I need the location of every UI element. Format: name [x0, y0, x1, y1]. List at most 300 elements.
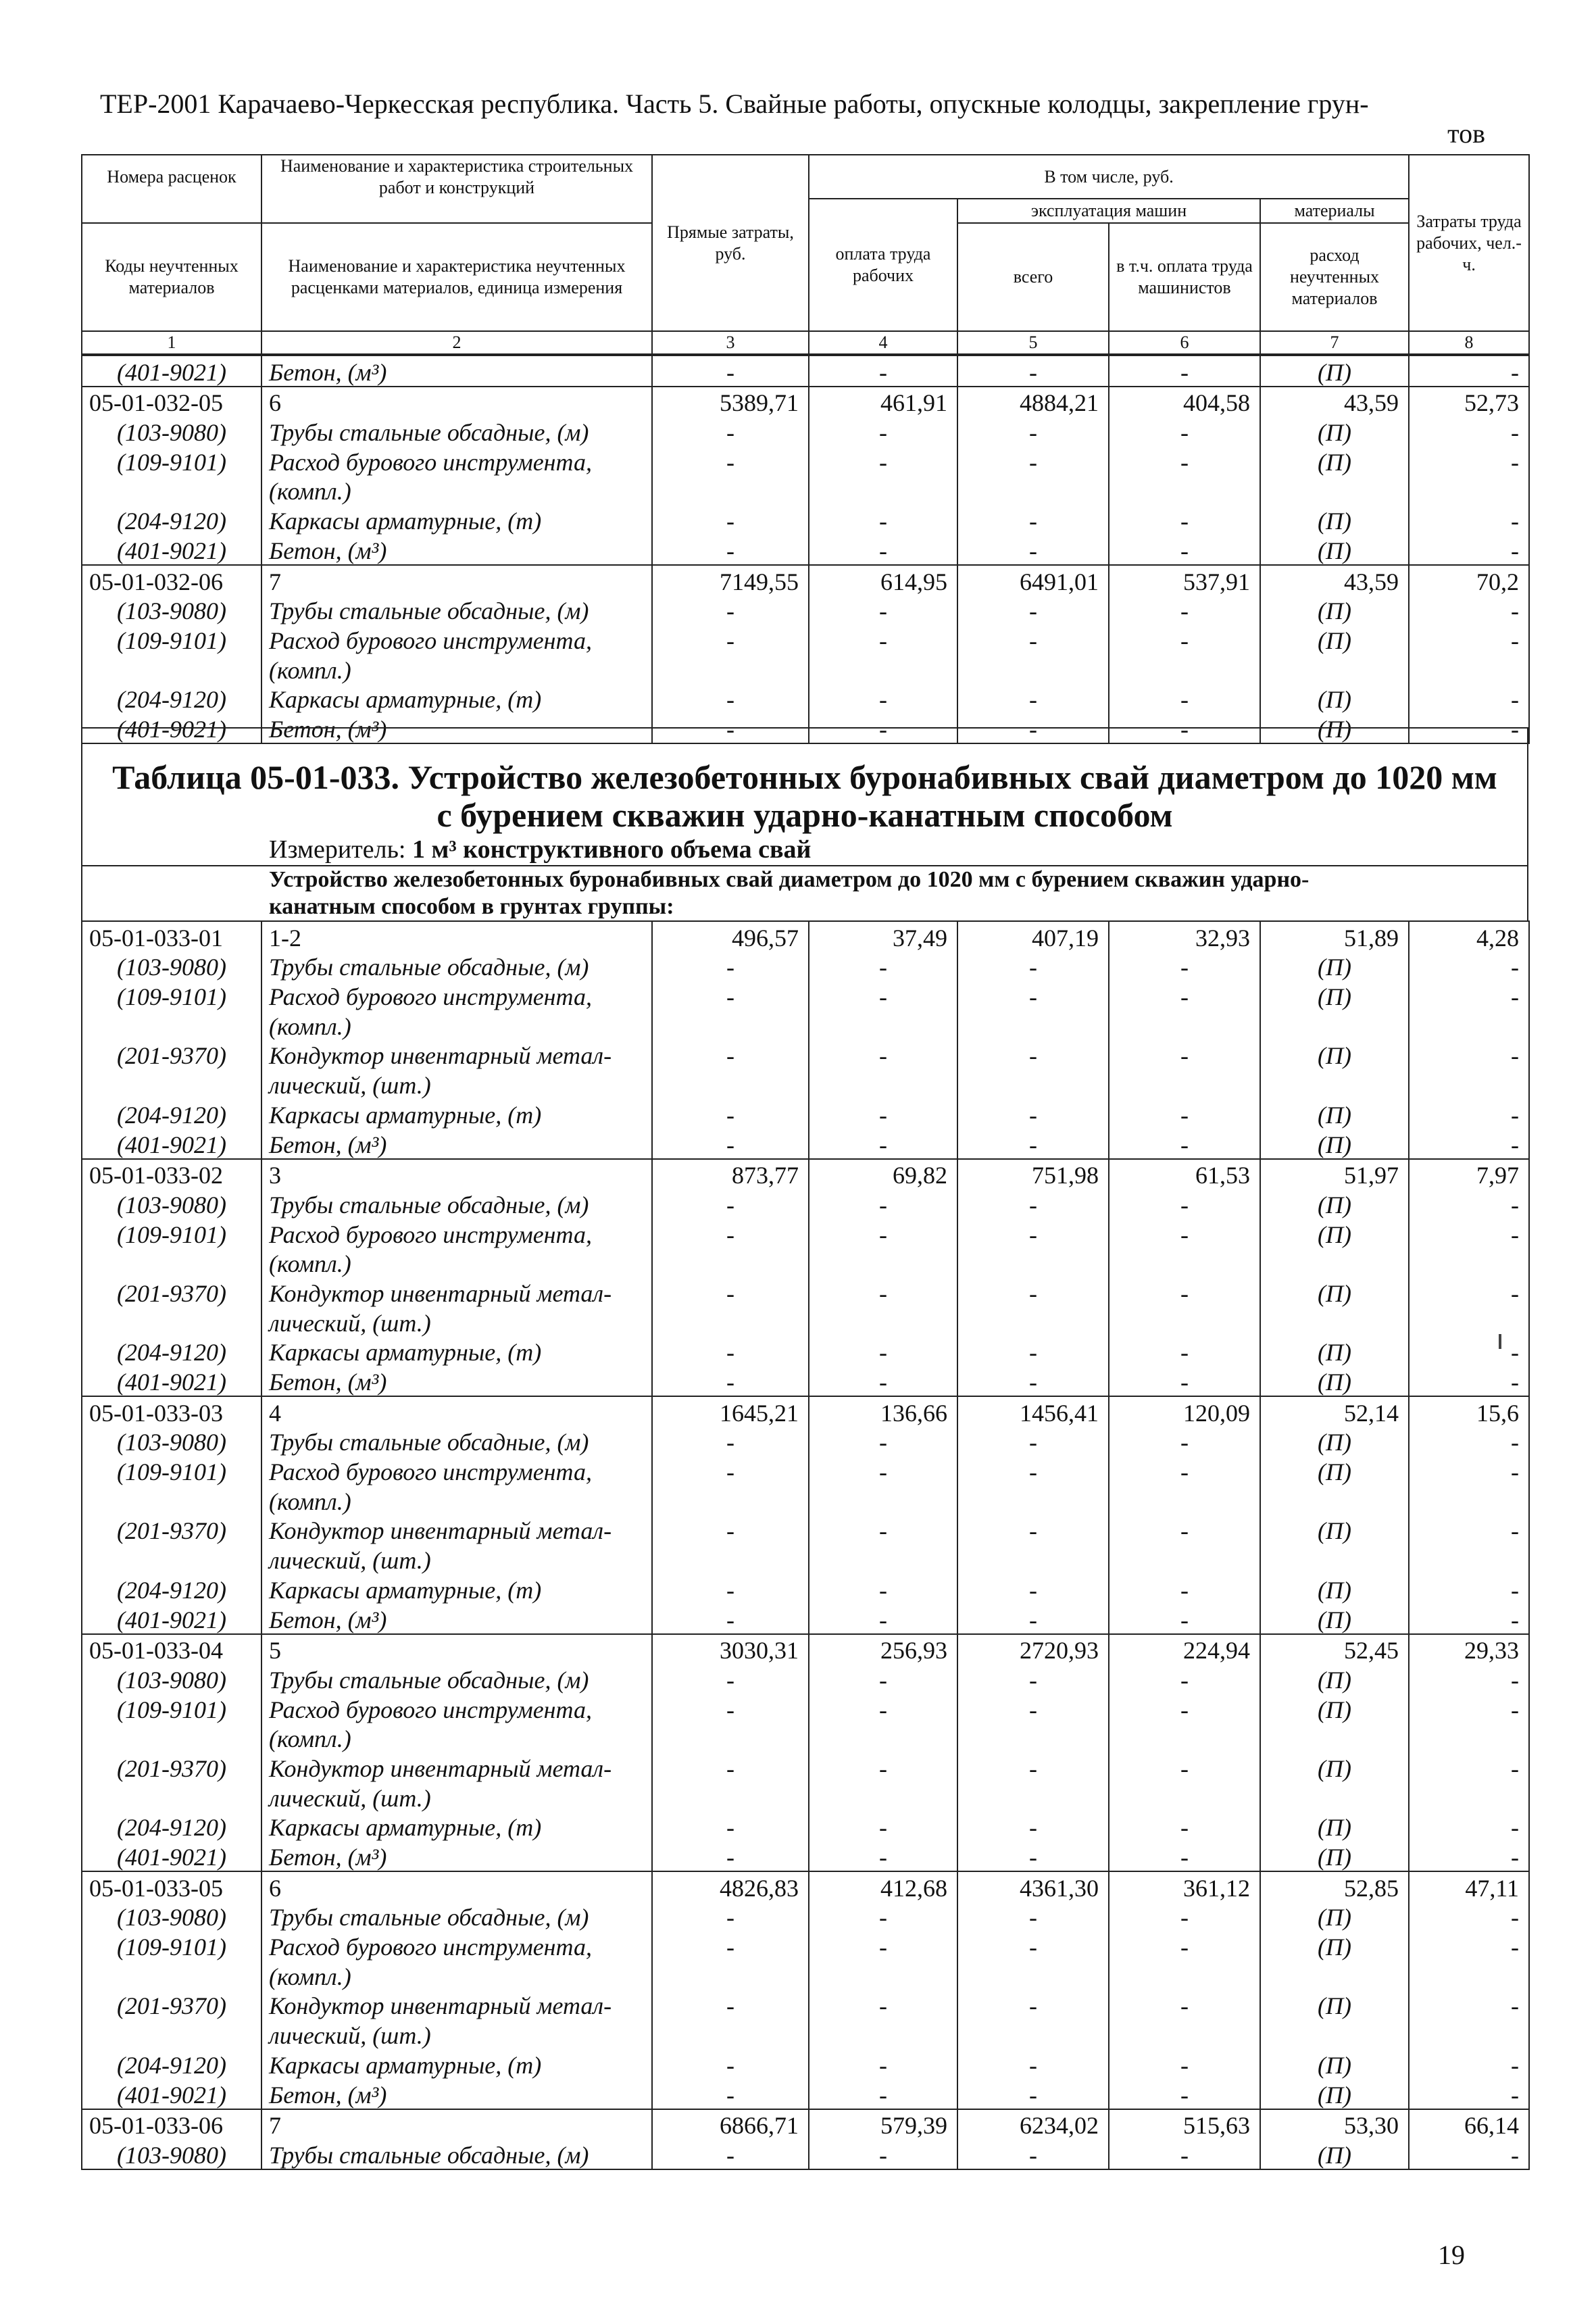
- material-row: [82, 446, 1529, 476]
- empty-cell: [1109, 1069, 1260, 1099]
- dash-cell: -: [1109, 1931, 1260, 1961]
- empty-cell: [1109, 476, 1260, 506]
- wages-value: 412,68: [809, 1871, 957, 1902]
- material-row-continuation: [82, 654, 1529, 684]
- column-rate-number-header: Номера расценок: [82, 155, 261, 199]
- column-materials-header: материалы: [1260, 199, 1409, 223]
- empty-cell: [1109, 1010, 1260, 1040]
- material-row: [82, 1664, 1529, 1694]
- material-placeholder: (П): [1260, 416, 1409, 446]
- empty-cell: [1260, 476, 1409, 506]
- materials-value: 51,89: [1260, 921, 1409, 952]
- dash-cell: -: [652, 2049, 809, 2079]
- empty-cell: [1409, 1961, 1529, 1990]
- dash-cell: -: [1409, 446, 1529, 476]
- material-code: (109-9101): [82, 624, 261, 654]
- empty-cell: [82, 1723, 261, 1753]
- material-placeholder: (П): [1260, 1812, 1409, 1842]
- dash-cell: -: [1409, 416, 1529, 446]
- material-placeholder: (П): [1260, 1129, 1409, 1159]
- empty-cell: [82, 1485, 261, 1515]
- dash-cell: -: [809, 446, 957, 476]
- rate-code: 05-01-032-05: [82, 387, 261, 417]
- material-code: (204-9120): [82, 1099, 261, 1129]
- dash-cell: -: [957, 535, 1109, 565]
- material-name-continuation: (компл.): [261, 1010, 652, 1040]
- material-row: [82, 1456, 1529, 1485]
- machines-total-value: 6234,02: [957, 2109, 1109, 2140]
- dash-cell: -: [1409, 1427, 1529, 1456]
- material-name: Бетон, (м³): [261, 1841, 652, 1871]
- dash-cell: -: [1409, 684, 1529, 714]
- material-name: Каркасы арматурные, (т): [261, 684, 652, 714]
- material-row-continuation: [82, 1723, 1529, 1753]
- dash-cell: -: [1409, 1604, 1529, 1634]
- empty-cell: [809, 476, 957, 506]
- rate-row: [82, 1159, 1529, 1189]
- material-name: Трубы стальные обсадные, (м): [261, 1664, 652, 1694]
- table-subtitle-line2: канатным способом в грунтах группы:: [269, 894, 674, 919]
- material-name: Трубы стальные обсадные, (м): [261, 1427, 652, 1456]
- material-placeholder: (П): [1260, 684, 1409, 714]
- material-name: Кондуктор инвентарный метал-: [261, 1277, 652, 1307]
- dash-cell: -: [1109, 1189, 1260, 1218]
- machinist-wages-value: 61,53: [1109, 1159, 1260, 1189]
- material-code: (401-9021): [82, 355, 261, 387]
- dash-cell: -: [957, 1931, 1109, 1961]
- direct-costs-value: 4826,83: [652, 1871, 809, 1902]
- dash-cell: -: [809, 1604, 957, 1634]
- labor-value: 52,73: [1409, 387, 1529, 417]
- dash-cell: -: [809, 1337, 957, 1367]
- dash-cell: -: [809, 1099, 957, 1129]
- machinist-wages-value: 32,93: [1109, 921, 1260, 952]
- dash-cell: -: [652, 1277, 809, 1307]
- dash-cell: -: [1109, 1129, 1260, 1159]
- dash-cell: -: [1409, 1752, 1529, 1782]
- measure-unit: [82, 834, 1527, 866]
- dash-cell: -: [1409, 355, 1529, 387]
- material-code: (103-9080): [82, 1664, 261, 1694]
- rate-row: [82, 921, 1529, 952]
- dash-cell: -: [652, 952, 809, 981]
- dash-cell: -: [652, 1931, 809, 1961]
- dash-cell: -: [809, 505, 957, 535]
- dash-cell: -: [1109, 446, 1260, 476]
- dash-cell: -: [809, 713, 957, 743]
- material-row: [82, 1812, 1529, 1842]
- material-row: [82, 1218, 1529, 1248]
- materials-value: 52,14: [1260, 1396, 1409, 1427]
- dash-cell: -: [809, 2139, 957, 2169]
- empty-cell: [652, 1485, 809, 1515]
- wages-value: 579,39: [809, 2109, 957, 2140]
- empty-cell: [82, 1010, 261, 1040]
- dash-cell: -: [1409, 1099, 1529, 1129]
- dash-cell: -: [957, 1099, 1109, 1129]
- dash-cell: -: [1409, 2049, 1529, 2079]
- material-name-continuation: лический, (шт.): [261, 1544, 652, 1574]
- dash-cell: -: [809, 1574, 957, 1604]
- dash-cell: -: [652, 2139, 809, 2169]
- dash-cell: -: [957, 1752, 1109, 1782]
- material-code: (109-9101): [82, 446, 261, 476]
- material-name: Каркасы арматурные, (т): [261, 1812, 652, 1842]
- dash-cell: -: [809, 1990, 957, 2020]
- dash-cell: -: [809, 1277, 957, 1307]
- dash-cell: -: [809, 535, 957, 565]
- materials-value: 53,30: [1260, 2109, 1409, 2140]
- machinist-wages-value: 224,94: [1109, 1634, 1260, 1665]
- empty-cell: [1409, 1485, 1529, 1515]
- dash-cell: -: [1109, 2049, 1260, 2079]
- dash-cell: -: [1109, 2139, 1260, 2169]
- dash-cell: -: [1109, 1604, 1260, 1634]
- material-name: Расход бурового инструмента,: [261, 1931, 652, 1961]
- material-name: Трубы стальные обсадные, (м): [261, 595, 652, 625]
- material-row: [82, 952, 1529, 981]
- empty-cell: [1260, 2019, 1409, 2049]
- material-placeholder: (П): [1260, 1218, 1409, 1248]
- empty-cell: [1409, 1782, 1529, 1812]
- dash-cell: -: [1409, 1277, 1529, 1307]
- material-placeholder: (П): [1260, 981, 1409, 1010]
- material-row: [82, 2079, 1529, 2109]
- empty-cell: [957, 1544, 1109, 1574]
- dash-cell: -: [652, 1218, 809, 1248]
- material-row: [82, 595, 1529, 625]
- material-name: Расход бурового инструмента,: [261, 1456, 652, 1485]
- labor-value: 66,14: [1409, 2109, 1529, 2140]
- material-name: Каркасы арматурные, (т): [261, 2049, 652, 2079]
- running-header-line2: тов: [1447, 118, 1485, 149]
- material-code: (109-9101): [82, 981, 261, 1010]
- empty-cell: [809, 654, 957, 684]
- empty-cell: [82, 1248, 261, 1278]
- column-materials-use-header: расход неучтенных материалов: [1260, 223, 1409, 331]
- empty-cell: [957, 1961, 1109, 1990]
- direct-costs-value: 6866,71: [652, 2109, 809, 2140]
- material-code: (204-9120): [82, 1574, 261, 1604]
- column-number-cell: 3: [652, 331, 809, 354]
- dash-cell: -: [1109, 1218, 1260, 1248]
- material-placeholder: (П): [1260, 1427, 1409, 1456]
- material-placeholder: (П): [1260, 713, 1409, 743]
- empty-cell: [652, 1961, 809, 1990]
- dash-cell: -: [957, 1040, 1109, 1070]
- material-name: Кондуктор инвентарный метал-: [261, 1752, 652, 1782]
- empty-cell: [652, 654, 809, 684]
- empty-cell: [1409, 1544, 1529, 1574]
- direct-costs-value: 1645,21: [652, 1396, 809, 1427]
- direct-costs-value: 496,57: [652, 921, 809, 952]
- dash-cell: -: [1409, 1456, 1529, 1485]
- column-machines-total-header: всего: [957, 223, 1109, 331]
- dash-cell: -: [1409, 1664, 1529, 1694]
- material-name-continuation: лический, (шт.): [261, 1307, 652, 1337]
- column-numbers-row: [82, 331, 1529, 354]
- labor-value: 70,2: [1409, 565, 1529, 595]
- dash-cell: -: [652, 1841, 809, 1871]
- dash-cell: -: [809, 1427, 957, 1456]
- dash-cell: -: [1109, 505, 1260, 535]
- dash-cell: -: [652, 416, 809, 446]
- material-code: (204-9120): [82, 684, 261, 714]
- dash-cell: -: [1409, 624, 1529, 654]
- dash-cell: -: [1409, 1902, 1529, 1931]
- material-placeholder: (П): [1260, 1931, 1409, 1961]
- machinist-wages-value: 404,58: [1109, 387, 1260, 417]
- empty-cell: [652, 1307, 809, 1337]
- dash-cell: -: [809, 952, 957, 981]
- material-placeholder: (П): [1260, 1902, 1409, 1931]
- empty-cell: [957, 1307, 1109, 1337]
- material-placeholder: (П): [1260, 2049, 1409, 2079]
- column-number-cell: 6: [1109, 331, 1260, 354]
- dash-cell: -: [652, 505, 809, 535]
- table-subtitle-line1: Устройство железобетонных буронабивных свай диаметром до 1020 мм с бурением скважин ударно-: [269, 867, 1310, 892]
- dash-cell: -: [1409, 1366, 1529, 1396]
- column-material-codes-header: Коды неучтенных материалов: [82, 223, 261, 331]
- rate-name: 1-2: [261, 921, 652, 952]
- material-name-continuation: лический, (шт.): [261, 1069, 652, 1099]
- material-name: Кондуктор инвентарный метал-: [261, 1515, 652, 1545]
- dash-cell: -: [1109, 1099, 1260, 1129]
- dash-cell: -: [957, 1664, 1109, 1694]
- empty-cell: [1409, 654, 1529, 684]
- rate-name: 4: [261, 1396, 652, 1427]
- dash-cell: -: [652, 595, 809, 625]
- empty-cell: [82, 1307, 261, 1337]
- material-code: (204-9120): [82, 505, 261, 535]
- dash-cell: -: [1409, 595, 1529, 625]
- dash-cell: -: [957, 1337, 1109, 1367]
- empty-cell: [1260, 1307, 1409, 1337]
- dash-cell: -: [1109, 1040, 1260, 1070]
- dash-cell: -: [957, 595, 1109, 625]
- material-name: Бетон, (м³): [261, 713, 652, 743]
- empty-cell: [809, 1723, 957, 1753]
- dash-cell: -: [957, 2139, 1109, 2169]
- column-number-cell: 4: [809, 331, 957, 354]
- dash-cell: -: [1409, 535, 1529, 565]
- material-row-continuation: [82, 1248, 1529, 1278]
- material-row-continuation: [82, 1782, 1529, 1812]
- material-code: (109-9101): [82, 1931, 261, 1961]
- dash-cell: -: [1409, 2079, 1529, 2109]
- dash-cell: -: [1409, 1694, 1529, 1723]
- material-name: Трубы стальные обсадные, (м): [261, 952, 652, 981]
- empty-cell: [1109, 654, 1260, 684]
- empty-cell: [652, 1723, 809, 1753]
- material-placeholder: (П): [1260, 1841, 1409, 1871]
- material-placeholder: (П): [1260, 1040, 1409, 1070]
- dash-cell: -: [652, 624, 809, 654]
- machinist-wages-value: 537,91: [1109, 565, 1260, 595]
- dash-cell: -: [652, 1456, 809, 1485]
- material-placeholder: (П): [1260, 2079, 1409, 2109]
- dash-cell: -: [652, 981, 809, 1010]
- dash-cell: -: [957, 1456, 1109, 1485]
- material-row: [82, 1694, 1529, 1723]
- dash-cell: -: [652, 1366, 809, 1396]
- material-name: Расход бурового инструмента,: [261, 624, 652, 654]
- column-number-cell: 5: [957, 331, 1109, 354]
- material-code: (204-9120): [82, 2049, 261, 2079]
- dash-cell: -: [1409, 1841, 1529, 1871]
- material-code: (109-9101): [82, 1456, 261, 1485]
- column-number-cell: 1: [82, 331, 261, 354]
- rate-name: 7: [261, 2109, 652, 2140]
- dash-cell: -: [957, 446, 1109, 476]
- empty-cell: [1109, 1723, 1260, 1753]
- material-code: (103-9080): [82, 1427, 261, 1456]
- dash-cell: -: [1409, 1040, 1529, 1070]
- empty-cell: [1109, 1961, 1260, 1990]
- labor-value: 29,33: [1409, 1634, 1529, 1665]
- material-row: [82, 1427, 1529, 1456]
- empty-cell: [1109, 1248, 1260, 1278]
- empty-cell: [957, 1485, 1109, 1515]
- material-code: (201-9370): [82, 1990, 261, 2020]
- empty-cell: [652, 1782, 809, 1812]
- dash-cell: -: [652, 2079, 809, 2109]
- rate-code: 05-01-033-06: [82, 2109, 261, 2140]
- empty-cell: [957, 1069, 1109, 1099]
- empty-cell: [957, 476, 1109, 506]
- material-code: (201-9370): [82, 1752, 261, 1782]
- machinist-wages-value: 361,12: [1109, 1871, 1260, 1902]
- material-row-continuation: [82, 1544, 1529, 1574]
- dash-cell: -: [809, 1812, 957, 1842]
- empty-cell: [652, 476, 809, 506]
- material-placeholder: (П): [1260, 624, 1409, 654]
- empty-cell: [1409, 1307, 1529, 1337]
- dash-cell: -: [1109, 1664, 1260, 1694]
- material-code: (401-9021): [82, 1841, 261, 1871]
- material-code: (109-9101): [82, 1694, 261, 1723]
- dash-cell: -: [957, 1366, 1109, 1396]
- material-code: (103-9080): [82, 2139, 261, 2169]
- empty-cell: [1109, 1782, 1260, 1812]
- labor-value: 7,97: [1409, 1159, 1529, 1189]
- empty-cell: [1260, 1782, 1409, 1812]
- empty-cell: [809, 1069, 957, 1099]
- measure-label: Измеритель:: [269, 835, 412, 864]
- material-row: [82, 1277, 1529, 1307]
- dash-cell: -: [809, 1456, 957, 1485]
- dash-cell: -: [957, 1189, 1109, 1218]
- material-name-continuation: (компл.): [261, 1961, 652, 1990]
- table-title: [82, 729, 1527, 834]
- empty-cell: [1409, 1248, 1529, 1278]
- material-placeholder: (П): [1260, 1664, 1409, 1694]
- column-machines-header: эксплуатация машин: [957, 199, 1260, 223]
- rate-row: [82, 1634, 1529, 1665]
- dash-cell: -: [1109, 1902, 1260, 1931]
- material-name: Бетон, (м³): [261, 1129, 652, 1159]
- dash-cell: -: [1109, 1812, 1260, 1842]
- material-name: Каркасы арматурные, (т): [261, 1099, 652, 1129]
- empty-cell: [957, 654, 1109, 684]
- dash-cell: -: [1109, 1990, 1260, 2020]
- dash-cell: -: [652, 446, 809, 476]
- material-name: Расход бурового инструмента,: [261, 1694, 652, 1723]
- materials-value: 52,85: [1260, 1871, 1409, 1902]
- material-row: [82, 1515, 1529, 1545]
- material-row: [82, 1129, 1529, 1159]
- table-05-01-033: [81, 727, 1528, 2170]
- materials-value: 52,45: [1260, 1634, 1409, 1665]
- materials-value: 51,97: [1260, 1159, 1409, 1189]
- wages-value: 69,82: [809, 1159, 957, 1189]
- dash-cell: -: [1109, 535, 1260, 565]
- dash-cell: -: [957, 684, 1109, 714]
- column-number-cell: 7: [1260, 331, 1409, 354]
- empty-cell: [1409, 1010, 1529, 1040]
- machines-total-value: 4361,30: [957, 1871, 1109, 1902]
- material-code: (401-9021): [82, 2079, 261, 2109]
- material-code: (103-9080): [82, 1902, 261, 1931]
- rate-name: 6: [261, 1871, 652, 1902]
- dash-cell: -: [809, 1218, 957, 1248]
- material-row: [82, 1990, 1529, 2020]
- scan-mark: [1499, 1334, 1501, 1349]
- rate-row: [82, 565, 1529, 595]
- materials-value: 43,59: [1260, 387, 1409, 417]
- dash-cell: -: [652, 1337, 809, 1367]
- dash-cell: -: [957, 1277, 1109, 1307]
- material-name: Каркасы арматурные, (т): [261, 1574, 652, 1604]
- empty-cell: [1109, 2019, 1260, 2049]
- dash-cell: -: [957, 713, 1109, 743]
- labor-value: 47,11: [1409, 1871, 1529, 1902]
- dash-cell: -: [1109, 684, 1260, 714]
- material-row: [82, 505, 1529, 535]
- dash-cell: -: [1109, 1366, 1260, 1396]
- dash-cell: -: [957, 2049, 1109, 2079]
- dash-cell: -: [957, 1902, 1109, 1931]
- dash-cell: -: [809, 1515, 957, 1545]
- material-placeholder: (П): [1260, 2139, 1409, 2169]
- dash-cell: -: [957, 1129, 1109, 1159]
- labor-value: 15,6: [1409, 1396, 1529, 1427]
- dash-cell: -: [1409, 1189, 1529, 1218]
- material-placeholder: (П): [1260, 595, 1409, 625]
- material-row: [82, 1931, 1529, 1961]
- dash-cell: -: [1409, 2139, 1529, 2169]
- rate-code: 05-01-032-06: [82, 565, 261, 595]
- dash-cell: -: [1409, 1129, 1529, 1159]
- dash-cell: -: [1109, 1574, 1260, 1604]
- material-name: Каркасы арматурные, (т): [261, 1337, 652, 1367]
- dash-cell: -: [809, 1129, 957, 1159]
- material-placeholder: (П): [1260, 952, 1409, 981]
- material-placeholder: (П): [1260, 1604, 1409, 1634]
- material-row-continuation: [82, 476, 1529, 506]
- material-name: Расход бурового инструмента,: [261, 981, 652, 1010]
- material-placeholder: (П): [1260, 1277, 1409, 1307]
- material-name-continuation: (компл.): [261, 1248, 652, 1278]
- rate-row: [82, 1396, 1529, 1427]
- dash-cell: -: [1109, 713, 1260, 743]
- empty-cell: [652, 1010, 809, 1040]
- materials-value: 43,59: [1260, 565, 1409, 595]
- material-code: (201-9370): [82, 1040, 261, 1070]
- dash-cell: -: [809, 416, 957, 446]
- material-row-continuation: [82, 1307, 1529, 1337]
- material-row: [82, 1902, 1529, 1931]
